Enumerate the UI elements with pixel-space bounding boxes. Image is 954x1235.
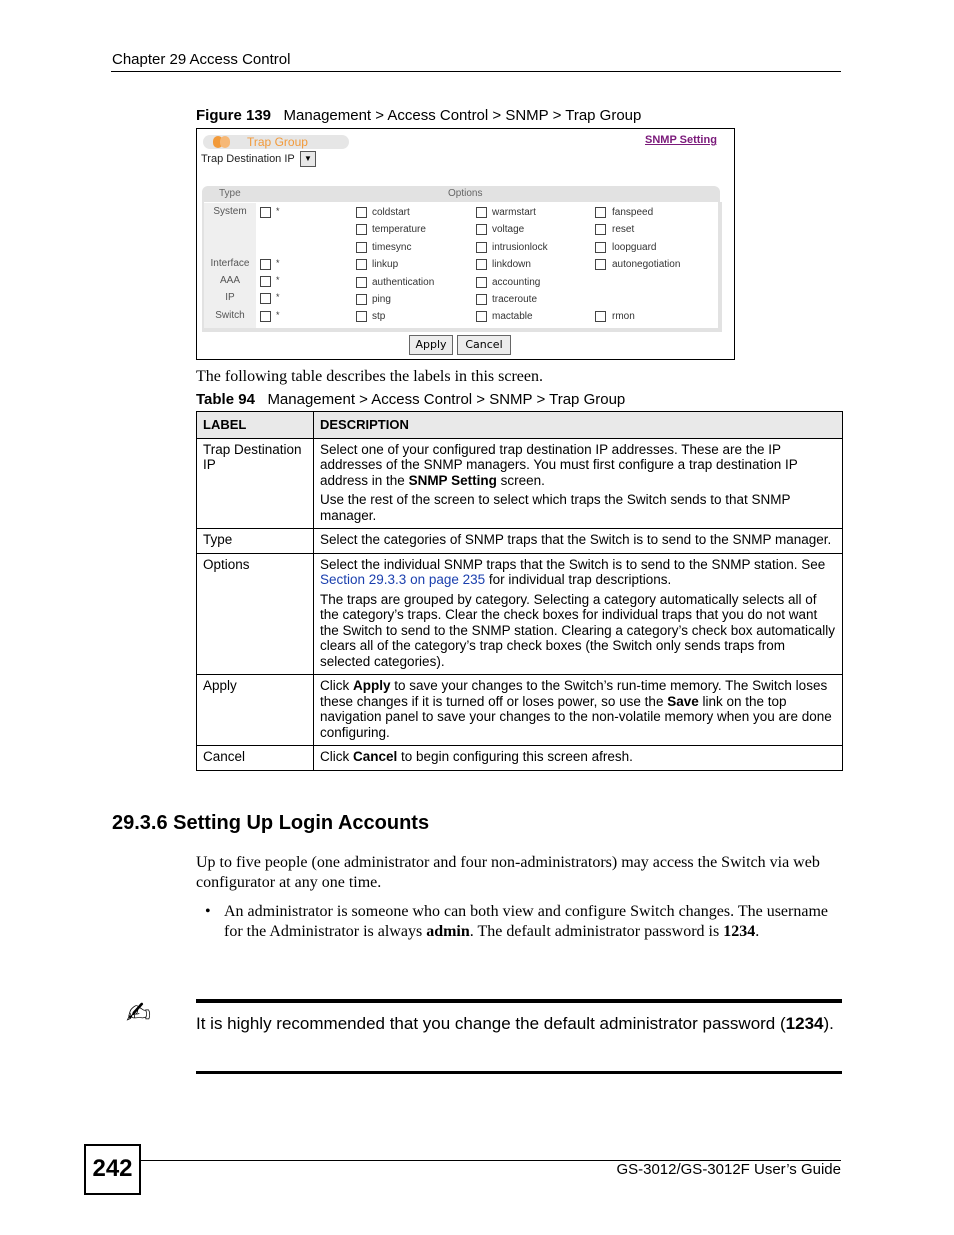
type-column-header: Type <box>219 188 241 199</box>
figure-caption <box>196 107 641 124</box>
chapter-header: Chapter 29 Access Control <box>112 51 291 68</box>
row-label: Cancel <box>197 746 314 771</box>
warmstart-label: warmstart <box>492 207 536 218</box>
section-link[interactable]: Section 29.3.3 on page 235 <box>320 572 486 587</box>
row-label: Trap Destination IP <box>197 438 314 529</box>
section-heading: 29.3.6 Setting Up Login Accounts <box>112 812 430 834</box>
table-row <box>197 438 843 529</box>
figure-title: Management > Access Control > SNMP > Trap Group <box>283 107 642 124</box>
text: It is highly recommended that you change the default administrator password ( <box>196 1014 786 1033</box>
table-intro: The following table describes the labels in this screen. <box>196 368 544 385</box>
authentication-checkbox[interactable] <box>356 277 367 288</box>
ip-category-checkbox[interactable] <box>260 293 271 304</box>
coldstart-checkbox[interactable] <box>356 207 367 218</box>
text: ). <box>823 1014 834 1033</box>
text: Select one of your configured trap destination IP addresses. These are the IP addresses of the SNMP managers. You must first configure a trap destination IP address in the <box>320 441 798 488</box>
traceroute-checkbox[interactable] <box>476 294 487 305</box>
system-category-checkbox[interactable] <box>260 207 271 218</box>
intrusionlock-checkbox[interactable] <box>476 242 487 253</box>
text: Click <box>320 678 353 693</box>
description-column-header: DESCRIPTION <box>314 412 843 439</box>
label-description-table <box>196 411 843 771</box>
bold-text: Save <box>667 693 699 709</box>
label-column-header: LABEL <box>197 412 314 439</box>
mactable-checkbox[interactable] <box>476 311 487 322</box>
row-description <box>314 553 843 675</box>
table-caption <box>196 391 625 408</box>
reset-label: reset <box>612 224 635 235</box>
voltage-checkbox[interactable] <box>476 224 487 235</box>
guide-title: GS-3012/GS-3012F User’s Guide <box>616 1161 841 1178</box>
intrusionlock-label: intrusionlock <box>492 242 548 253</box>
text: . The default administrator password is <box>469 923 724 940</box>
linkdown-label: linkdown <box>492 259 531 270</box>
mactable-label: mactable <box>492 311 533 322</box>
text: to save your changes to the Switch’s run-time memory. The Switch loses these changes if it is turned off or loses power, so use the <box>320 678 828 709</box>
accounting-label: accounting <box>492 277 541 288</box>
text: Select the individual SNMP traps that the Switch is to send to the SNMP station. See <box>320 556 826 572</box>
text: link on the top navigation panel to save your changes to the non-volatile memory when you are done configuring. <box>320 693 832 740</box>
row-description <box>314 529 843 554</box>
rmon-checkbox[interactable] <box>595 311 606 322</box>
text: . <box>755 923 760 940</box>
text: The traps are grouped by category. Selecting a category automatically selects all of the category’s traps. Clear the check boxes for individual traps that you do not want the Switch to send to the SNMP station. Clearing a category’s check box automatically clears all of the category’s trap check boxes (the Switch only sends traps from selected categories). <box>320 591 836 669</box>
temperature-label: temperature <box>372 224 426 235</box>
system-star: * <box>276 206 280 216</box>
autonegotiation-checkbox[interactable] <box>595 259 606 270</box>
loopguard-label: loopguard <box>612 242 657 253</box>
authentication-label: authentication <box>372 277 435 288</box>
linkup-checkbox[interactable] <box>356 259 367 270</box>
note-bottom-rule <box>196 1071 842 1074</box>
text: for individual trap descriptions. <box>485 572 672 587</box>
section-paragraph: Up to five people (one administrator and four non-administrators) may access the Switch via web configurator at any one time. <box>196 854 820 891</box>
options-column-header: Options <box>448 188 483 199</box>
bold-text: admin <box>426 923 470 940</box>
trap-grid-footer <box>202 328 722 332</box>
row-description <box>314 675 843 746</box>
title-bullet-shadow-icon <box>220 136 230 148</box>
row-interface-label: Interface <box>210 258 250 269</box>
bold-text: SNMP Setting <box>408 472 497 488</box>
trap-group-screenshot <box>196 128 735 360</box>
loopguard-checkbox[interactable] <box>595 242 606 253</box>
text: Select the categories of SNMP traps that the Switch is to send to the SNMP manager. <box>320 532 832 547</box>
table-row <box>197 675 843 746</box>
voltage-label: voltage <box>492 224 525 235</box>
text: to begin configuring this screen afresh. <box>397 749 633 764</box>
ping-label: ping <box>372 294 391 305</box>
row-description <box>314 438 843 529</box>
apply-button[interactable]: Apply <box>409 335 453 355</box>
table-row <box>197 529 843 554</box>
trap-destination-ip-select[interactable] <box>300 151 316 167</box>
text: Click <box>320 749 353 764</box>
note-pen-icon: ✍ <box>126 996 152 1031</box>
interface-category-checkbox[interactable] <box>260 259 271 270</box>
interface-star: * <box>276 258 280 268</box>
accounting-checkbox[interactable] <box>476 277 487 288</box>
table-title: Management > Access Control > SNMP > Trap Group <box>267 391 626 408</box>
switch-category-checkbox[interactable] <box>260 311 271 322</box>
rmon-label: rmon <box>612 311 635 322</box>
traceroute-label: traceroute <box>492 294 538 305</box>
row-aaa-label: AAA <box>219 275 240 286</box>
table-row <box>197 553 843 675</box>
cancel-button[interactable]: Cancel <box>457 335 511 355</box>
text: Use the rest of the screen to select which traps the Switch sends to that SNMP manager. <box>320 492 791 523</box>
aaa-star: * <box>276 275 280 285</box>
trap-grid-header <box>202 186 720 202</box>
timesync-checkbox[interactable] <box>356 242 367 253</box>
text: An administrator is someone who can both view and configure Switch changes. The username for the Administrator is always <box>224 903 828 940</box>
row-description <box>314 746 843 771</box>
bold-text: 1234 <box>785 1014 824 1033</box>
coldstart-label: coldstart <box>372 207 410 218</box>
trap-group-title: Trap Group <box>247 135 308 149</box>
bold-text: Apply <box>353 678 391 693</box>
bold-text: Cancel <box>353 749 398 764</box>
aaa-category-checkbox[interactable] <box>260 276 271 287</box>
linkdown-checkbox[interactable] <box>476 259 487 270</box>
linkup-label: linkup <box>372 259 399 270</box>
table-row <box>197 746 843 771</box>
snmp-setting-link[interactable]: SNMP Setting <box>645 134 717 146</box>
ip-star: * <box>276 292 280 302</box>
row-label: Apply <box>197 675 314 746</box>
reset-checkbox[interactable] <box>595 224 606 235</box>
row-label: Options <box>197 553 314 675</box>
timesync-label: timesync <box>372 242 412 253</box>
warmstart-checkbox[interactable] <box>476 207 487 218</box>
header-rule <box>111 71 841 72</box>
note-top-rule <box>196 999 842 1003</box>
row-system-label: System <box>213 206 247 217</box>
bold-text: 1234 <box>723 923 756 940</box>
figure-label: Figure 139 <box>196 107 272 124</box>
text: screen. <box>496 472 545 488</box>
note-text <box>196 1013 842 1035</box>
chevron-down-icon: ▼ <box>304 154 312 163</box>
row-label: Type <box>197 529 314 554</box>
ping-checkbox[interactable] <box>356 294 367 305</box>
row-switch-label: Switch <box>215 310 245 321</box>
stp-label: stp <box>372 311 386 322</box>
switch-star: * <box>276 310 280 320</box>
table-label: Table 94 <box>196 391 255 408</box>
fanspeed-label: fanspeed <box>612 207 654 218</box>
trap-destination-ip-label: Trap Destination IP <box>201 153 295 165</box>
page-number: 242 <box>84 1144 141 1195</box>
table-header-row <box>197 412 843 439</box>
bullet-mark: • <box>205 903 211 920</box>
temperature-checkbox[interactable] <box>356 224 367 235</box>
trap-group-title-bar <box>203 135 349 149</box>
bullet-item <box>224 902 840 942</box>
stp-checkbox[interactable] <box>356 311 367 322</box>
row-ip-label: IP <box>225 292 235 303</box>
fanspeed-checkbox[interactable] <box>595 207 606 218</box>
autonegotiation-label: autonegotiation <box>612 259 681 270</box>
